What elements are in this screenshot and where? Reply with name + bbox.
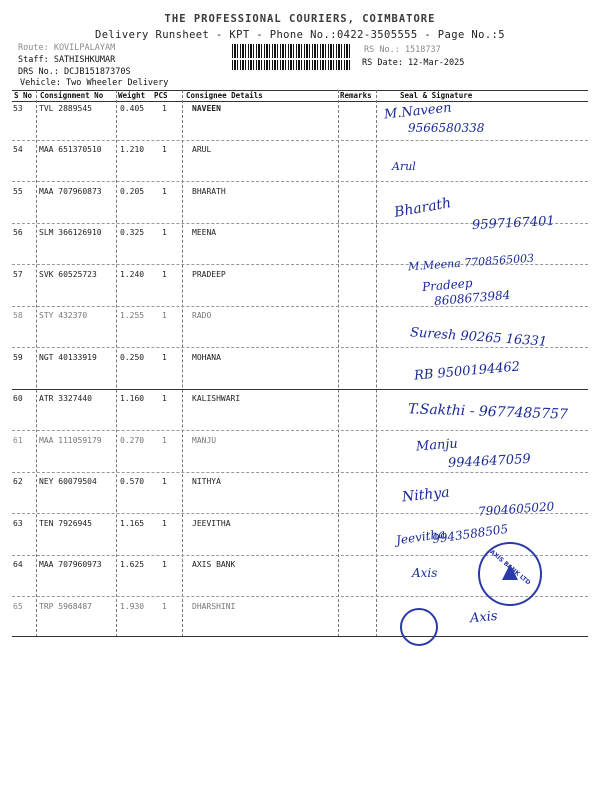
row-weight: 0.405	[120, 104, 145, 113]
row-pcs: 1	[162, 187, 167, 196]
header-consignee: Consignee Details	[186, 91, 263, 100]
row-consignee: RADO	[192, 311, 212, 320]
rs-number: RS No.: 1518737	[364, 45, 441, 55]
row-sno: 62	[13, 477, 23, 486]
phone-manju: 9944647059	[447, 451, 532, 472]
row-consignment: STY 432370	[39, 311, 88, 320]
row-pcs: 1	[162, 228, 167, 237]
signature-mohana: RB 9500194462	[413, 359, 521, 384]
signature-meena: M.Meena 7708565003	[407, 251, 535, 274]
header-seal-signature: Seal & Signature	[400, 91, 473, 100]
phone-pradeep: 8608673984	[433, 287, 511, 309]
row-sno: 53	[13, 104, 23, 113]
signature-dharshini: Axis	[469, 608, 499, 627]
row-consignment: ATR 3327440	[39, 394, 92, 403]
row-sno: 56	[13, 228, 23, 237]
row-pcs: 1	[162, 436, 167, 445]
row-pcs: 1	[162, 270, 167, 279]
row-sno: 60	[13, 394, 23, 403]
signature-naveen: M.Naveen	[383, 100, 453, 123]
row-weight: 1.240	[120, 270, 145, 279]
signature-manju: Manju	[415, 436, 459, 455]
row-consignment: MAA 707960873	[39, 187, 102, 196]
runsheet-title: THE PROFESSIONAL COURIERS, COIMBATORE	[164, 13, 436, 25]
row-pcs: 1	[162, 311, 167, 320]
phone-bharath: 9597167401	[471, 213, 556, 234]
header-pcs: PCS	[154, 91, 168, 100]
header-sno: S No	[14, 91, 33, 100]
row-weight: 0.570	[120, 477, 145, 486]
rs-date: RS Date: 12-Mar-2025	[362, 58, 465, 68]
vehicle-text: Vehicle: Two Wheeler Delivery	[20, 78, 169, 88]
row-consignment: MAA 111059179	[39, 436, 102, 445]
row-weight: 0.325	[120, 228, 145, 237]
signature-arul: Arul	[392, 160, 416, 173]
row-weight: 1.930	[120, 602, 145, 611]
row-sno: 65	[13, 602, 23, 611]
row-weight: 1.625	[120, 560, 145, 569]
row-sno: 55	[13, 187, 23, 196]
row-pcs: 1	[162, 519, 167, 528]
row-sno: 58	[13, 311, 23, 320]
phone-naveen: 9566580338	[408, 121, 485, 135]
stamp-text: AXIS BANK LTD	[488, 548, 532, 587]
row-sno: 54	[13, 145, 23, 154]
row-pcs: 1	[162, 353, 167, 362]
row-weight: 0.250	[120, 353, 145, 362]
row-consignment: TRP 5968487	[39, 602, 92, 611]
row-sno: 57	[13, 270, 23, 279]
row-weight: 1.255	[120, 311, 145, 320]
row-pcs: 1	[162, 602, 167, 611]
header-consignment: Consignment No	[40, 91, 104, 100]
row-consignee: JEEVITHA	[192, 519, 231, 528]
signature-rado: Suresh 90265 16331	[409, 325, 548, 350]
row-weight: 1.165	[120, 519, 145, 528]
header-weight: Weight	[118, 91, 146, 100]
signature-bharath: Bharath	[393, 195, 453, 221]
row-consignee: BHARATH	[192, 187, 226, 196]
row-weight: 1.160	[120, 394, 145, 403]
row-consignee: KALISHWARI	[192, 394, 241, 403]
row-consignment: TVL 2889545	[39, 104, 92, 113]
row-consignment: MAA 651370510	[39, 145, 102, 154]
route-text: Route: KOVILPALAYAM	[18, 43, 116, 53]
row-consignment: TEN 7926945	[39, 519, 92, 528]
signature-axis-bank: Axis	[412, 566, 438, 580]
signature-kalishwari: T.Sakthi - 9677485757	[407, 401, 569, 423]
row-consignee: NITHYA	[192, 477, 221, 486]
row-consignee: ARUL	[192, 145, 212, 154]
row-consignee: DHARSHINI	[192, 602, 236, 611]
row-consignee: AXIS BANK	[192, 560, 236, 569]
runsheet-subtitle: Delivery Runsheet - KPT - Phone No.:0422-3505555 - Page No.:5	[94, 29, 505, 41]
phone-nithya: 7904605020	[477, 499, 555, 519]
row-consignee: PRADEEP	[192, 270, 226, 279]
row-consignment: NEY 60079504	[39, 477, 97, 486]
row-pcs: 1	[162, 560, 167, 569]
barcode-bottom	[232, 60, 352, 70]
row-sno: 61	[13, 436, 23, 445]
row-sno: 64	[13, 560, 23, 569]
row-pcs: 1	[162, 104, 167, 113]
row-pcs: 1	[162, 145, 167, 154]
row-weight: 0.205	[120, 187, 145, 196]
row-pcs: 1	[162, 394, 167, 403]
row-consignee: MOHANA	[192, 353, 221, 362]
barcode-top	[232, 44, 352, 58]
row-weight: 0.270	[120, 436, 145, 445]
round-stamp	[400, 608, 438, 646]
row-consignee: MEENA	[192, 228, 217, 237]
signature-nithya: Nithya	[401, 484, 451, 506]
axis-bank-stamp	[478, 542, 542, 606]
row-weight: 1.210	[120, 145, 145, 154]
signature-pradeep: Pradeep	[421, 275, 474, 295]
row-consignment: SLM 366126910	[39, 228, 102, 237]
axis-logo-icon	[502, 564, 518, 580]
row-consignee: MANJU	[192, 436, 217, 445]
row-consignee: NAVEEN	[192, 104, 221, 113]
row-consignment: MAA 707960973	[39, 560, 102, 569]
header-remarks: Remarks	[340, 91, 372, 100]
row-consignment: SVK 60525723	[39, 270, 97, 279]
drs-number: DRS No.: DCJB15187370S	[18, 67, 131, 77]
signature-jeevitha: Jeevitha	[395, 526, 447, 548]
row-consignment: NGT 40133919	[39, 353, 97, 362]
row-sno: 59	[13, 353, 23, 362]
staff-text: Staff: SATHISHKUMAR	[18, 55, 116, 65]
phone-jeevitha: 9943588505	[431, 521, 509, 547]
row-sno: 63	[13, 519, 23, 528]
row-pcs: 1	[162, 477, 167, 486]
